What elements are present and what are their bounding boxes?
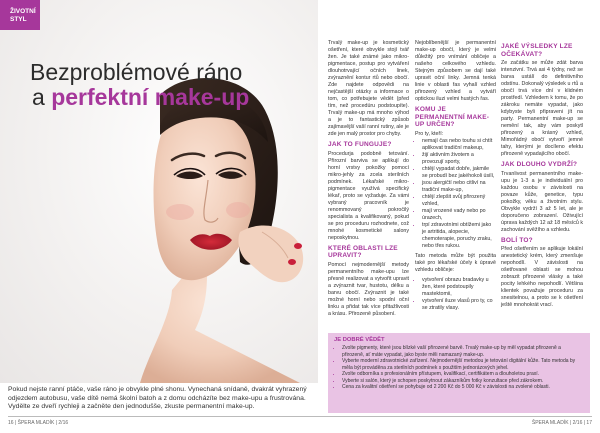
list-item: • vytvoření obrazu bradavky u žen, které podstoupily mastektomii, [422, 277, 496, 298]
tip-item: • Zvolte pigmenty, které jsou blízké vaší přirozené barvě. Trvalý make-up by měl vypadat přirozeně a přirozeně, ať máte vypadat, jako byste měli namazaný make-up. [342, 345, 584, 358]
article-column-3 [501, 40, 583, 312]
list-item: • jsou alergičtí nebo citliví na tradiční make-up, [422, 180, 496, 194]
article-column-2 [415, 40, 496, 315]
intro-paragraph: Pokud nejste ranní ptáče, vaše ráno je obvykle plné shonu. Vynechaná snídaně, dvakrát vyhrazený odjezdem autobusu, vaše dítě nemá školní batoh a z domu odcházíte bez make-upu a frustrována. Vydělte ze dveří rychleji a začněte den jednodušše, zkuste permanentní make-up. [8, 386, 307, 411]
section-tag [0, 0, 40, 30]
title-line2-prefix: a [32, 84, 52, 110]
title-accent: perfektní make-up [51, 84, 250, 110]
folio-right: ŠPERA MLADÍK | 2/16 | 17 [531, 420, 592, 426]
col1-heading-2: KTERÉ OBLASTI LZE UPRAVIT? [328, 244, 398, 259]
title-line1: Bezproblémové ráno [30, 59, 243, 85]
col1-heading-1: JAK TO FUNGUJE? [328, 141, 392, 148]
list-item: • nemají čas nebo touhu si chtít aplikovat tradiční makeup, [422, 138, 496, 152]
tip-item: • Zvolte odborníka s profesionálním přístupem, kvalifikací, certifikátem a dlouholetou praxí. [342, 371, 584, 378]
col3-paragraph-3: Před ošetřením se aplikuje lokální anestetický krém, který zmenšuje nepohodlí. V závislosti na ošetřované oblasti se mohou zobrazit přirozené vlásky a také pocity lehkého nepohodlí. Většina klientek považuje proceduru za snesitelnou, a proto se k ošetření ještě mnohokrát vrací. [501, 246, 583, 308]
col2-list-1 [415, 138, 496, 250]
list-item: • mají vrozené vady nebo po úrazech, [422, 208, 496, 222]
section-tag-line1: ŽIVOTNÍ [10, 8, 36, 15]
col2-heading-1: KOMU JE PERMANENTNÍ MAKE-UP URČEN? [415, 106, 490, 128]
woman-portrait-photo [0, 0, 318, 383]
footer-divider [8, 416, 592, 417]
col3-heading-2: JAK DLOUHO VYDRŽÍ? [501, 161, 578, 168]
article-column-1 [328, 40, 409, 321]
col1-paragraph-1: Trvalý make-up je kosmetický ošetření, které obvykle stojí tvář žen. Je také známé jako mikro-pigmentace, postup pro vytváření dlouhotrvající očních linek, zvýraznění kontur rtů nebo obočí. Zde najdete odpovědi na nejčastější otázky a informace o tom, co potřebujete vědět (před tím, než procedúru podstoupíte). Trvalý make-up má mnoho výhod a je to fantastický způsob zajímavější vaší ranní rutiny, ale je zde jen malý prostor pro chyby. [328, 40, 409, 137]
tip-box [328, 333, 590, 413]
col1-paragraph-3: Pomocí nejmodernější metody permanentního make-upu lze přesně realizovat a vytvořit upravit a zvýraznit tvar, hustotu, délku a barvu obočí. Zvýraznit je také možné horní nebo spodní oční linku a přidat tak více přitažlivosti a krásu. Přirozeně působení. [328, 261, 409, 317]
list-item: • chtějí zlepšit svůj přirozený vzhled, [422, 194, 496, 208]
col1-paragraph-2: Procedurja podobně tetování. Přirozní barviva se aplikují do horní vrstvy pokožky pomocí mikro-jehly za zcela sterilních podmínek. Lékařské mikro-pigmentace využívá specifický lékař, proto se vyžaduje. Za vámi vybraný pracovník je renommovaný pokročilý specialista a kvalifikovaný, pokud se pro proceduru rozhodnete, což mnohé kosmetické salony neposkytnou. [328, 150, 409, 241]
article-title [30, 60, 249, 110]
tip-item: • Vyberte si salón, který je schopen poskytnout zákazníkům fotky konzultace před zákrokem. [342, 378, 584, 385]
col2-paragraph-2: Tato metoda může být použita také pro lékařské účely k úpravě vzhledu obličeje: [415, 252, 496, 273]
list-item: • vytvoření iluze vlasů pro ty, co se ztratily vlasy. [422, 298, 496, 312]
col3-paragraph-2: Trvanlivost permanentního make-upu je 1-3 a je individuální pro každou osobu v závislosti na povaze kůže, genetice, typu pokožky, věku a životním stylu. Obvykle vydrží 3 až 5 let, ale je doporučeno zobrazení. Oživující úprava každých 12 až 18 měsíců k zachování svěžího a vzhledu. [501, 170, 583, 233]
section-tag-line2: STYL [10, 16, 27, 23]
portrait-illustration [0, 0, 318, 383]
list-item: • chtějí vypadat dobře, jakmile se probudí bez jakéhokoli úsilí, [422, 166, 496, 180]
col2-list-2 [415, 277, 496, 312]
col2-lead: Pro ty, kteří: [415, 130, 444, 137]
list-item: • žijí aktivním životem a provozují sporty, [422, 152, 496, 166]
tip-list [334, 345, 584, 391]
col3-heading-3: BOLÍ TO? [501, 236, 533, 244]
tip-item: • Cena za kvalitní ošetření se pohybuje od 2 200 Kč do 5 000 Kč v závislosti na zvolené oblasti. [342, 384, 584, 391]
tip-heading: JE DOBRÉ VĚDĚT [334, 337, 385, 343]
list-item: • trpí zdravotními obtížemi jako je artritida, alopecie, chemoterapie, poruchy zraku, nebo třes rukou. [422, 222, 496, 250]
col2-paragraph-1: Nejoblíbenější je permanentní make-up obočí, který je velmi důležitý pro vnímání obličeje a našeho celkového vzhledu. Stejným způsobem se dají také upravit oční linky. Jemná tenká linie v oblasti řas vyhalí vzhled přirozený vzhled a vytváří optickou iluzi velmi hustých řas. [415, 40, 496, 102]
folio-left: 16 | ŠPERA MLADÍK | 2/16 [8, 420, 69, 426]
tip-item: • Vyberte moderní zdravotnické zařízení. Nejmodernější metodou je tetování digitální kůže. Tato metoda by měla být prováděna za sterilních podmínek s použitím jednorázových jehel. [342, 358, 584, 371]
title-line2 [30, 85, 249, 110]
col3-paragraph-1: Ze začátku se může zdát barva intenzivní. Trvá asi 4 týdny, než se barva ustálí do definitivního odstínu. Dokonalý výsledek u rtů a obočí trvá více dní v klidném prostředí. Vzhledem k tomu, že po zákroku nemáte vypadat, jako kdybyste byli připraveni jít na party. Permanentní make-up se nemění tak, aby vám poskytl přirozený a krásný vzhled, Mimořádný obočí vytvoří jemné tahy, kterými je docíleno efektu přirozeně vypadajícího obočí. [501, 60, 583, 157]
col3-heading-1: JAKÉ VÝSLEDKY LZE OČEKÁVAT? [501, 43, 573, 58]
